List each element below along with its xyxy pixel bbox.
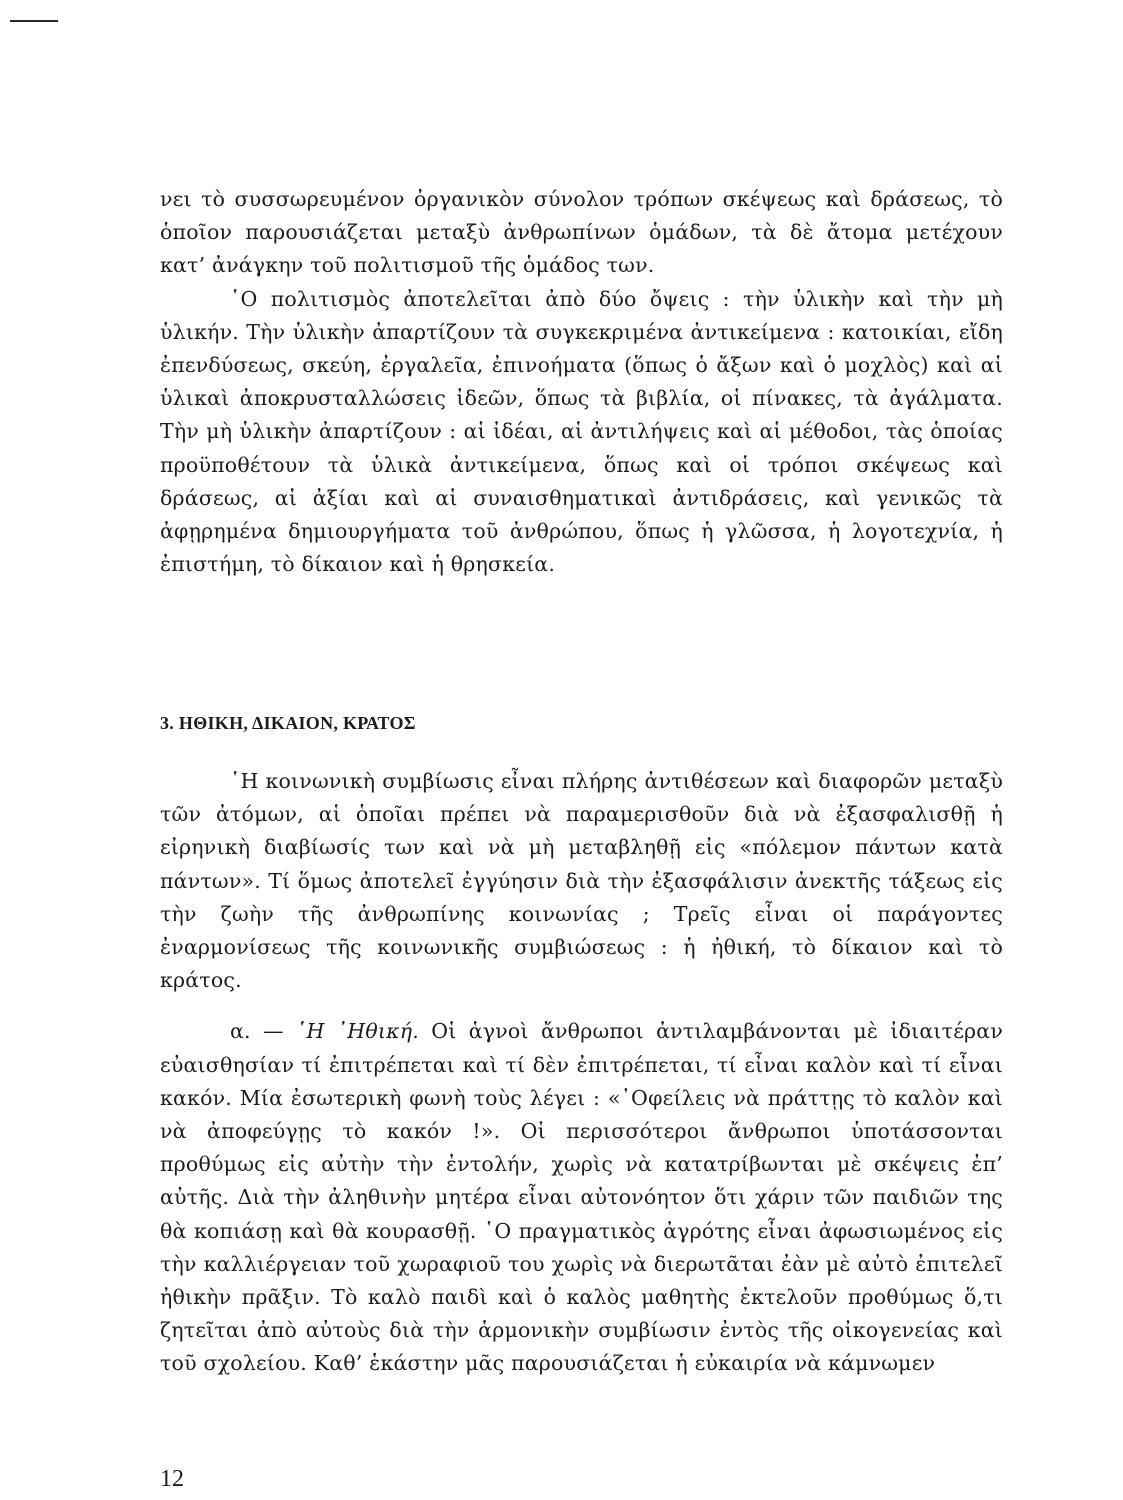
section-heading-block xyxy=(160,713,1003,734)
top-rule xyxy=(10,20,58,22)
paragraph-ethics xyxy=(160,1015,1003,1380)
section-heading: 3. ΗΘΙΚΗ, ΔΙΚΑΙΟΝ, ΚΡΑΤΟΣ xyxy=(160,713,416,733)
subsection-body: Οἱ ἁγνοὶ ἄνθρωποι ἀντιλαμβάνονται μὲ ἰδιαιτέραν εὐαισθησίαν τί ἐπιτρέπεται καὶ τί δὲν ἐπιτρέπεται, τί εἶναι καλὸν καὶ τί εἶναι κακόν. Μία ἐσωτερικὴ φωνὴ τοὺς λέγει : «᾿Οφείλεις νὰ πράττῃς τὸ καλὸν καὶ νὰ ἀποφεύγῃς τὸ κακόν !». Οἱ περισσότεροι ἄνθρωποι ὑποτάσσονται προθύμως εἰς αὐτὴν τὴν ἐντολήν, χωρὶς νὰ κατατρίβωνται μὲ σκέψεις ἐπ’ αὐτῆς. Διὰ τὴν ἀληθινὴν μητέρα εἶναι αὐτονόητον ὅτι χάριν τῶν παιδιῶν της θὰ κοπιάσῃ καὶ θὰ κουρασθῇ. ῾Ο πραγματικὸς ἀγρότης εἶναι ἀφωσιωμένος εἰς τὴν καλλιέργειαν τοῦ χωραφιοῦ του χωρὶς νὰ διερωτᾶται ἐὰν μὲ αὐτὸ ἐπιτελεῖ ἠθικὴν πρᾶξιν. Τὸ καλὸ παιδὶ καὶ ὁ καλὸς μαθητὴς ἐκτελοῦν προθύμως ὅ,τι ζητεῖται ἀπὸ αὐτοὺς διὰ τὴν ἁρμονικὴν συμβίωσιν ἐντὸς τῆς οἰκογενείας καὶ τοῦ σχολείου. Καθ’ ἑκάστην μᾶς παρουσιάζεται ἡ εὐκαιρία νὰ κάμνωμεν xyxy=(160,1019,1003,1376)
subsection-title: ῾Η ᾿Ηθική. xyxy=(296,1019,419,1044)
text-block-top xyxy=(160,183,1003,581)
text-block-section xyxy=(160,765,1003,1381)
page-number: 12 xyxy=(160,1466,184,1492)
paragraph-continuation: νει τὸ συσσωρευμένον ὀργανικὸν σύνολον τρόπων σκέψεως καὶ δράσεως, τὸ ὁποῖον παρουσιάζεται μεταξὺ ἀνθρωπίνων ὁμάδων, τὰ δὲ ἄτομα μετέχουν κατ’ ἀνάγκην τοῦ πολιτισμοῦ τῆς ὁμάδος των. xyxy=(160,187,1003,278)
subsection-prefix: α. — xyxy=(230,1019,296,1044)
paragraph-civilization: ῾Ο πολιτισμὸς ἀποτελεῖται ἀπὸ δύο ὄψεις : τὴν ὑλικὴν καὶ τὴν μὴ ὑλικήν. Τὴν ὑλικὴν ἀπαρτίζουν τὰ συγκεκριμένα ἀντικείμενα : κατοικίαι, εἴδη ἐπενδύσεως, σκεύη, ἐργαλεῖα, ἐπινοήματα (ὅπως ὁ ἄξων καὶ ὁ μοχλὸς) καὶ αἱ ὑλικαὶ ἀποκρυσταλλώσεις ἰδεῶν, ὅπως τὰ βιβλία, οἱ πίνακες, τὰ ἀγάλματα. Τὴν μὴ ὑλικὴν ἀπαρτίζουν : αἱ ἰδέαι, αἱ ἀντιλήψεις καὶ αἱ μέθοδοι, τὰς ὁποίας προϋποθέτουν τὰ ὑλικὰ ἀντικείμενα, ὅπως καὶ οἱ τρόποι σκέψεως καὶ δράσεως, αἱ ἀξίαι καὶ αἱ συναισθηματικαὶ ἀντιδράσεις, καὶ γενικῶς τὰ ἀφῃρημένα δημιουργήματα τοῦ ἀνθρώπου, ὅπως ἡ γλῶσσα, ἡ λογοτεχνία, ἡ ἐπιστήμη, τὸ δίκαιον καὶ ἡ θρησκεία. xyxy=(160,286,1003,577)
paragraph-social-coexistence: ῾Η κοινωνικὴ συμβίωσις εἶναι πλήρης ἀντιθέσεων καὶ διαφορῶν μεταξὺ τῶν ἀτόμων, αἱ ὁποῖαι πρέπει νὰ παραμερισθοῦν διὰ νὰ ἐξασφαλισθῇ ἡ εἰρηνικὴ διαβίωσίς των καὶ νὰ μὴ μεταβληθῇ εἰς «πόλεμον πάντων κατὰ πάντων». Τί ὅμως ἀποτελεῖ ἐγγύησιν διὰ τὴν ἐξασφάλισιν ἀνεκτῆς τάξεως εἰς τὴν ζωὴν τῆς ἀνθρωπίνης κοινωνίας ; Τρεῖς εἶναι οἱ παράγοντες ἐναρμονίσεως τῆς κοινωνικῆς συμβιώσεως : ἡ ἠθική, τὸ δίκαιον καὶ τὸ κράτος. xyxy=(160,769,1003,993)
